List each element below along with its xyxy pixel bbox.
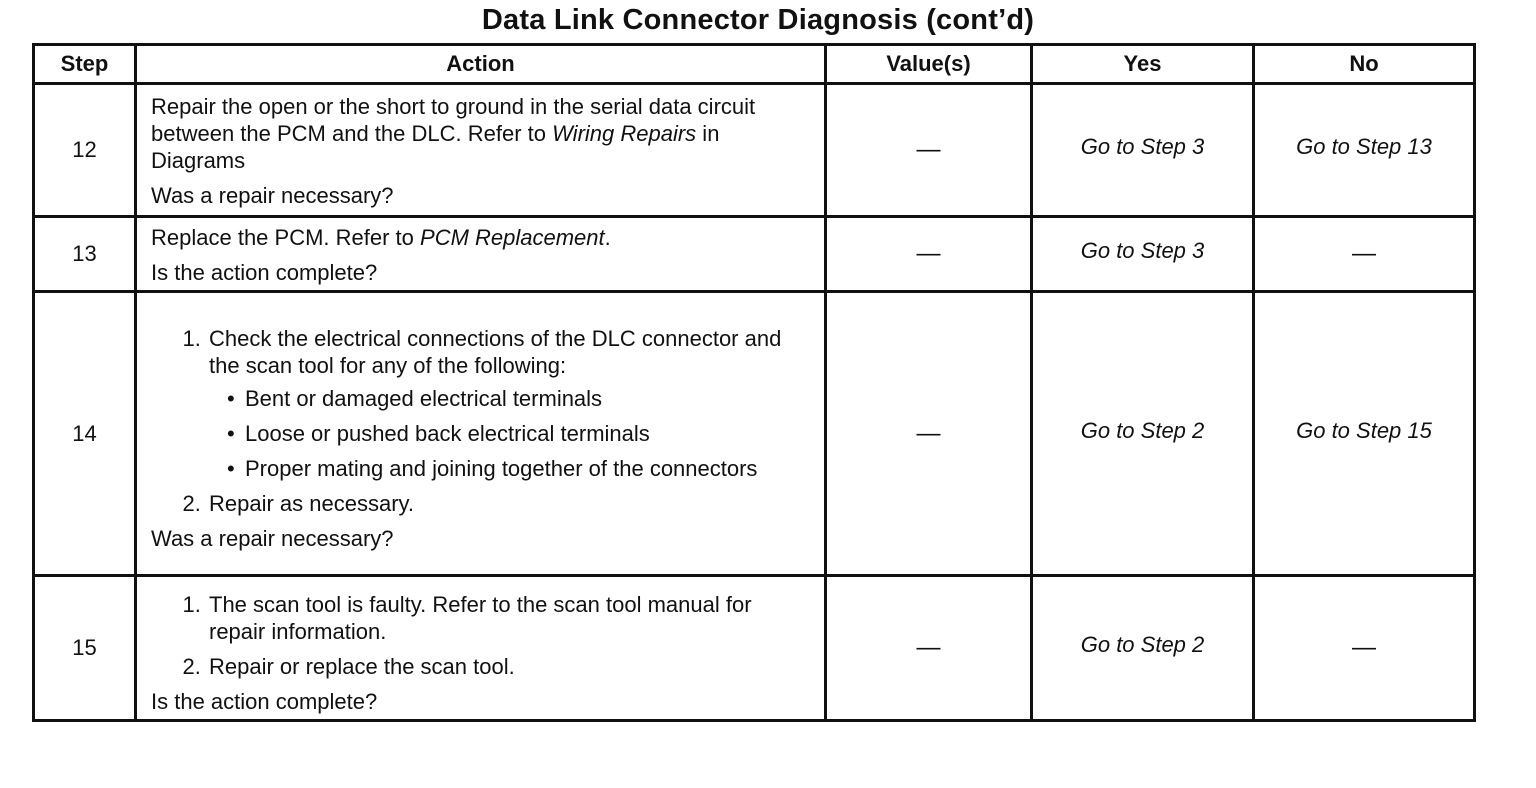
action-steps-list (151, 325, 810, 517)
value-cell: — (826, 576, 1032, 721)
action-text-part: Replace the PCM. Refer to (151, 225, 421, 250)
action-step (207, 325, 810, 482)
action-cell (136, 84, 826, 217)
table-row (34, 576, 1475, 721)
header-no: No (1254, 45, 1475, 84)
yes-outcome: Go to Step 3 (1032, 217, 1254, 292)
value-cell: — (826, 84, 1032, 217)
table-row (34, 217, 1475, 292)
yes-outcome: Go to Step 2 (1032, 576, 1254, 721)
action-cell (136, 576, 826, 721)
value-cell: — (826, 217, 1032, 292)
step-number: 12 (34, 84, 136, 217)
action-question: Is the action complete? (151, 689, 378, 714)
bullet-item: • Loose or pushed back electrical terminals (231, 420, 810, 447)
page-title: Data Link Connector Diagnosis (cont’d) (481, 4, 1035, 36)
action-text (151, 224, 810, 251)
value-cell: — (826, 292, 1032, 576)
step-number: 14 (34, 292, 136, 576)
action-steps-list (151, 591, 810, 680)
action-question: Was a repair necessary? (151, 526, 394, 551)
action-question: Is the action complete? (151, 260, 378, 285)
action-text-part: . (604, 225, 611, 250)
table-row (34, 292, 1475, 576)
step-number: 15 (34, 576, 136, 721)
diagnosis-table (32, 43, 1476, 722)
step-number: 13 (34, 217, 136, 292)
action-step-text: Check the electrical connections of the DLC connector and the scan tool for any of the following: (209, 326, 782, 378)
yes-outcome: Go to Step 3 (1032, 84, 1254, 217)
action-text-part: Repair the open or the short to ground in the serial data circuit between the PCM and the DLC. Refer to (151, 94, 756, 146)
header-yes: Yes (1032, 45, 1254, 84)
table-row (34, 84, 1475, 217)
bullet-item: • Proper mating and joining together of the connectors (231, 455, 810, 482)
bullet-list (209, 385, 810, 482)
action-text (151, 93, 810, 174)
action-cell (136, 292, 826, 576)
header-action: Action (136, 45, 826, 84)
header-step: Step (34, 45, 136, 84)
reference-link[interactable]: Wiring Repairs (552, 121, 697, 146)
action-cell (136, 217, 826, 292)
yes-outcome: Go to Step 2 (1032, 292, 1254, 576)
no-outcome: — (1254, 217, 1475, 292)
header-row (34, 45, 1475, 84)
reference-link[interactable]: PCM Replacement (420, 225, 605, 250)
action-text-part: in Diagrams (151, 121, 720, 173)
bullet-item: • Bent or damaged electrical terminals (231, 385, 810, 412)
header-values: Value(s) (826, 45, 1032, 84)
action-step: 2. Repair as necessary. (207, 490, 810, 517)
action-question: Was a repair necessary? (151, 183, 394, 208)
action-step: 2. Repair or replace the scan tool. (207, 653, 810, 680)
no-outcome: Go to Step 13 (1254, 84, 1475, 217)
no-outcome: — (1254, 576, 1475, 721)
no-outcome: Go to Step 15 (1254, 292, 1475, 576)
action-step: 1. The scan tool is faulty. Refer to the scan tool manual for repair information. (207, 591, 810, 645)
